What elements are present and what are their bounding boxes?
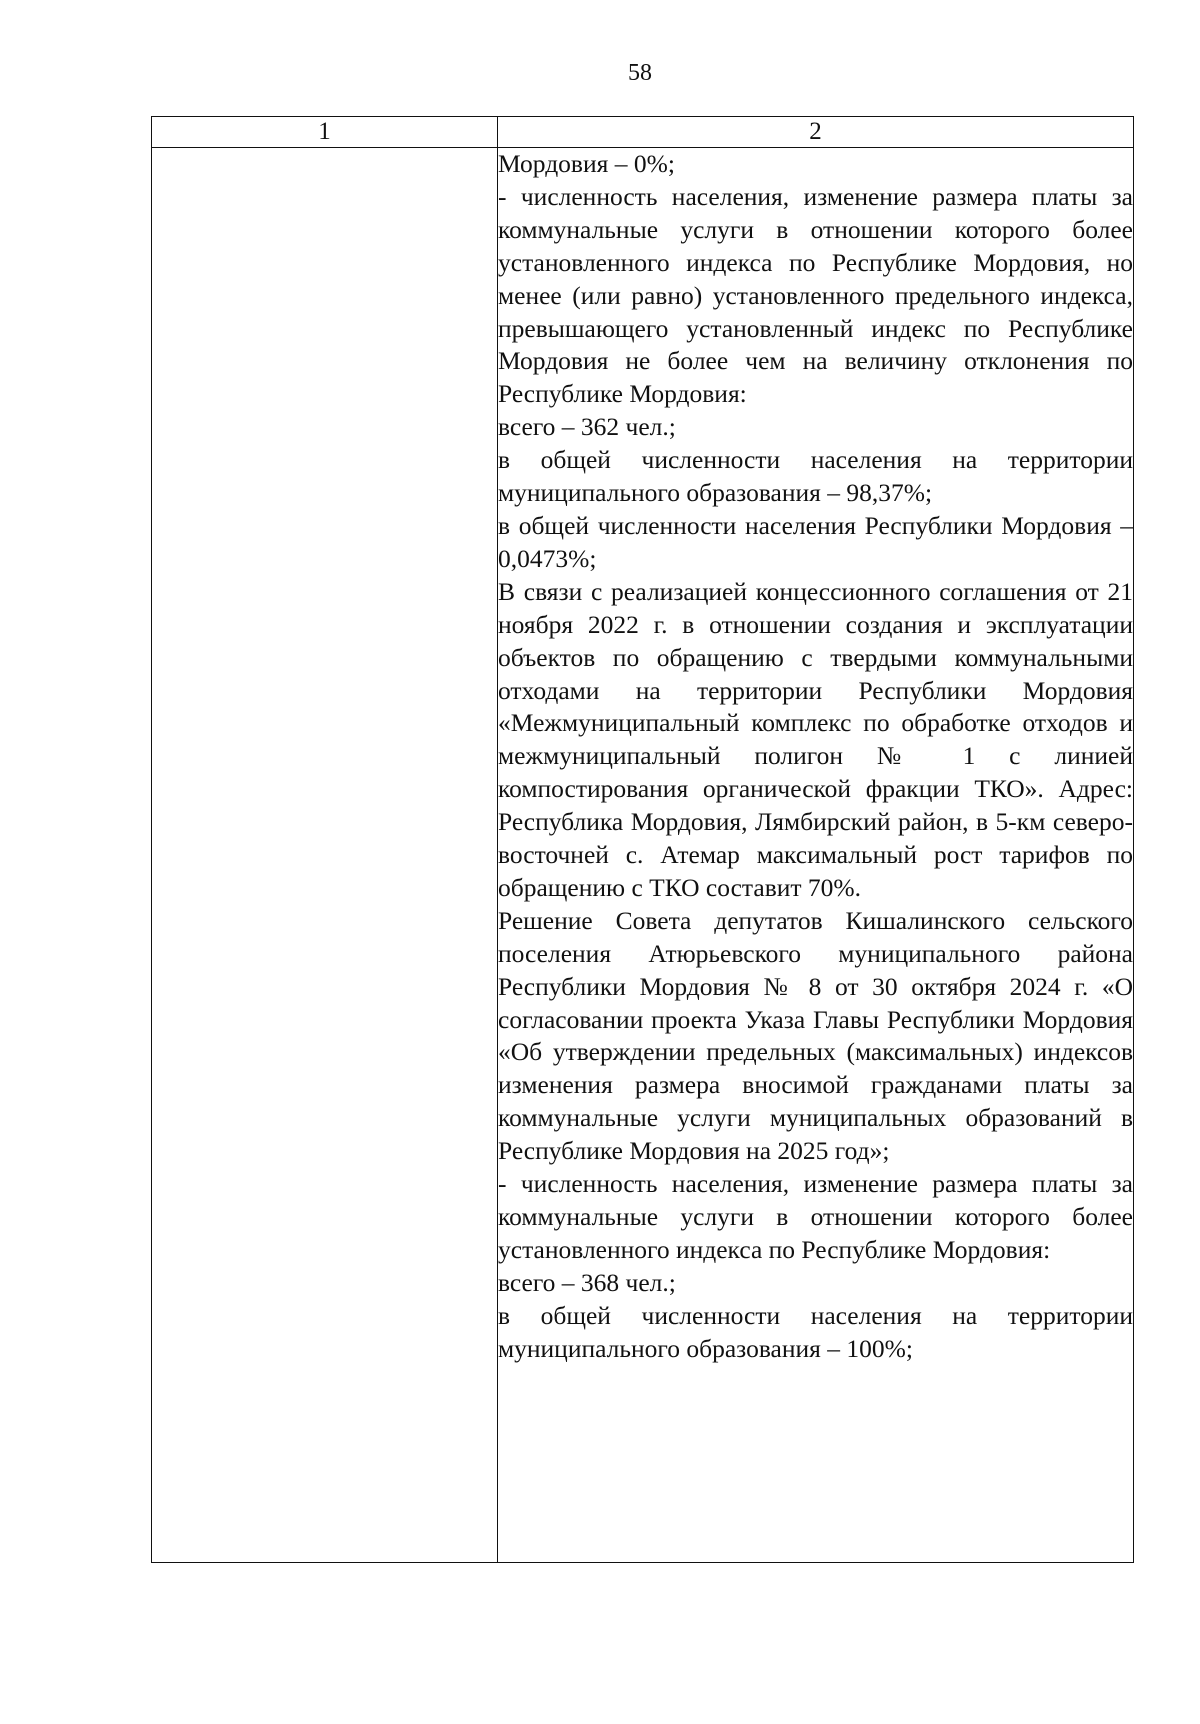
paragraph-share-municipality-98: в общей численности населения на территории муниципального образования – 98,37%; (498, 445, 1133, 508)
paragraph-total-362: всего – 362 чел.; (498, 412, 676, 442)
column-header-2: 2 (498, 117, 1134, 148)
paragraph-population-above-index: - численность населения, изменение размера платы за коммунальные услуги в отношении которого более установленного индекса по Республике Мордовия, но менее (или равно) установленного предельного индекса, превышающего установленный индекс по Республике Мордовия не более чем на величину отклонения по Республике Мордовия: (498, 181, 1133, 409)
table-header-row (152, 117, 1134, 148)
document-table (151, 116, 1134, 1563)
table-cell-right (498, 148, 1134, 1563)
page-number: 58 (628, 60, 652, 86)
paragraph-council-decision: Решение Совета депутатов Кишалинского сельского поселения Атюрьевского муниципального района Республики Мордовия № 8 от 30 октября 2024 г. «О согласовании проекта Указа Главы Республики Мордовия «Об утверждении предельных (максимальных) индексов изменения размера вносимой гражданами платы за коммунальные услуги муниципальных образований в Республике Мордовия на 2025 год»; (498, 905, 1133, 1166)
paragraph-share-municipality-100: в общей численности населения на территории муниципального образования – 100%; (498, 1300, 1133, 1363)
paragraph-share-republic-0: Мордовия – 0%; (498, 149, 675, 178)
table-row (152, 148, 1134, 1563)
paragraph-share-republic-00473: в общей численности населения Республики Мордовия – 0,0473%; (498, 510, 1133, 573)
paragraph-population-above-index-2: - численность населения, изменение размера платы за коммунальные услуги в отношении которого более установленного индекса по Республике Мордовия: (498, 1169, 1133, 1264)
column-header-1: 1 (152, 117, 498, 148)
paragraph-concession-agreement: В связи с реализацией концессионного соглашения от 21 ноября 2022 г. в отношении создания и эксплуатации объектов по обращению с твердыми коммунальными отходами на территории Республики Мордовия «Межмуниципальный комплекс по обработке отходов и межмуниципальный полигон № 1 с линией компостирования органической фракции ТКО». Адрес: Республика Мордовия, Лямбирский район, в 5-км северо-восточней с. Атемар максимальный рост тарифов по обращению с ТКО составит 70%. (498, 576, 1133, 902)
paragraph-total-368: всего – 368 чел.; (498, 1267, 676, 1297)
table-cell-left (152, 148, 498, 1563)
